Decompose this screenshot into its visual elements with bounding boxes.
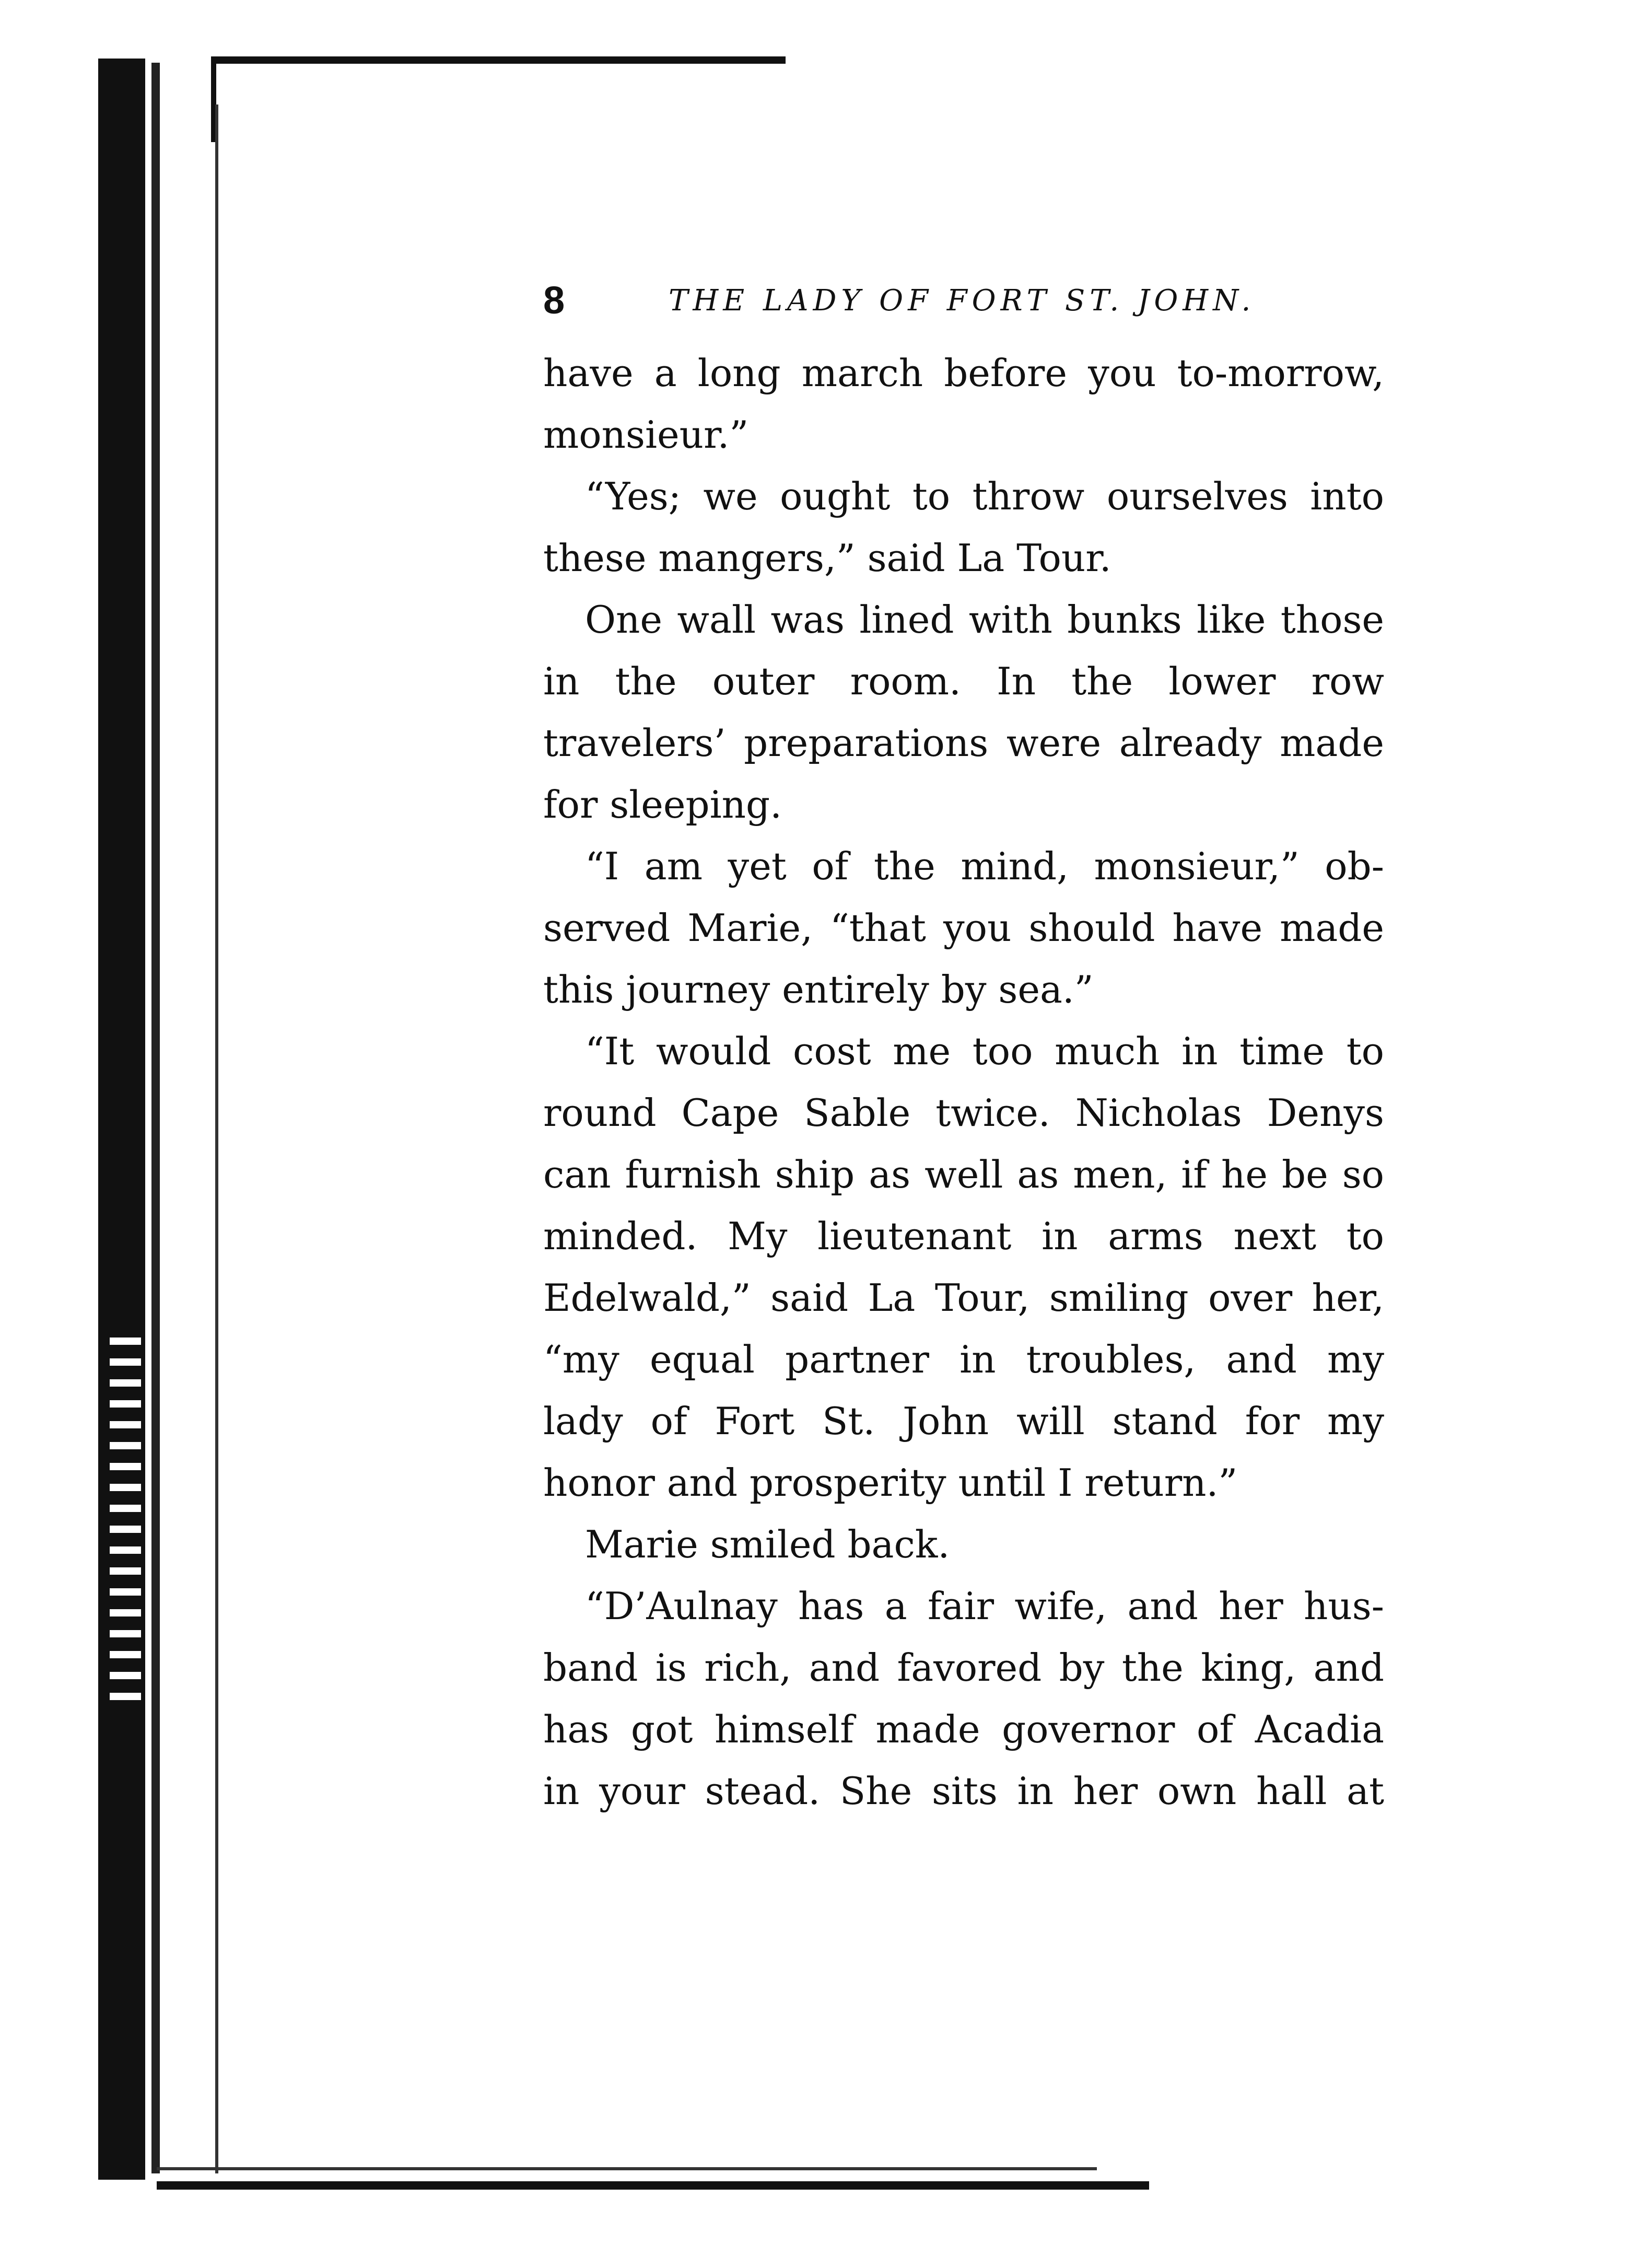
running-title: THE LADY OF FORT ST. JOHN. <box>669 284 1256 318</box>
scan-top-border <box>211 56 786 64</box>
text-line: has got himself made governor of Acadia <box>543 1707 1384 1751</box>
text-line: “Yes; we ought to throw ourselves into <box>585 474 1384 518</box>
running-header <box>543 277 1395 324</box>
text-line: Edelwald,” said La Tour, smiling over her, <box>543 1276 1384 1320</box>
scan-left-border <box>215 104 218 2173</box>
text-line: Marie smiled back. <box>585 1522 950 1566</box>
text-line: honor and prosperity until I return.” <box>543 1461 1238 1505</box>
text-line: “my equal partner in troubles, and my <box>543 1337 1384 1381</box>
page-number: 8 <box>543 278 565 322</box>
text-line: in the outer room. In the lower row <box>543 659 1384 703</box>
scan-bottom-border <box>157 2181 1149 2190</box>
text-line: served Marie, “that you should have made <box>543 906 1384 950</box>
text-line: travelers’ preparations were already made <box>543 721 1384 765</box>
text-line: minded. My lieutenant in arms next to <box>543 1214 1384 1258</box>
text-line: “D’Aulnay has a fair wife, and her hus- <box>585 1584 1384 1628</box>
text-line: lady of Fort St. John will stand for my <box>543 1399 1384 1443</box>
text-line: these mangers,” said La Tour. <box>543 536 1112 580</box>
text-line: round Cape Sable twice. Nicholas Denys <box>543 1091 1384 1135</box>
text-line: in your stead. She sits in her own hall at <box>543 1769 1384 1813</box>
text-line: have a long march before you to-morrow, <box>543 351 1384 395</box>
text-line: band is rich, and favored by the king, and <box>543 1646 1384 1690</box>
text-line: monsieur.” <box>543 413 749 457</box>
body-text <box>543 342 1384 1822</box>
scan-binding-stripes <box>110 1337 141 1703</box>
text-line: One wall was lined with bunks like those <box>585 598 1384 642</box>
text-line: for sleeping. <box>543 783 782 827</box>
scan-binding-edge <box>98 59 145 2180</box>
text-line: “I am yet of the mind, monsieur,” ob- <box>585 844 1384 888</box>
scan-bottom-line <box>157 2167 1097 2170</box>
text-line: can furnish ship as well as men, if he be so <box>543 1153 1384 1196</box>
scan-binding-line <box>151 63 160 2173</box>
text-line: this journey entirely by sea.” <box>543 968 1094 1011</box>
text-line: “It would cost me too much in time to <box>585 1029 1384 1073</box>
